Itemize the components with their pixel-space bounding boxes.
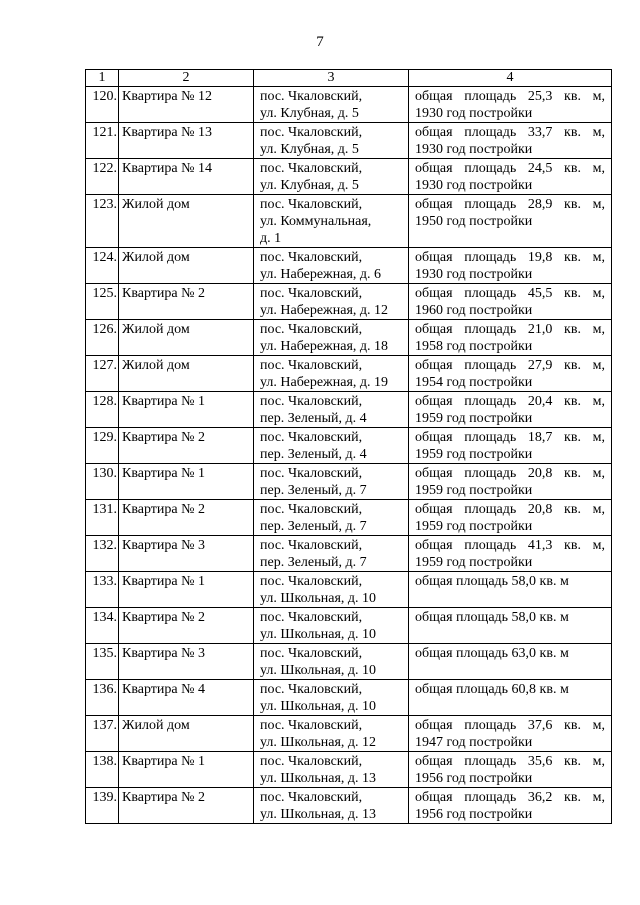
- object-description: [409, 572, 612, 608]
- table-header: [86, 70, 612, 87]
- address-line: пос. Чкаловский,: [260, 646, 363, 661]
- address-line: пос. Чкаловский,: [260, 682, 363, 697]
- object-name: Квартира № 2: [119, 284, 254, 320]
- address-line: пос. Чкаловский,: [260, 89, 363, 104]
- description-line: общая площадь 33,7 кв. м,: [415, 125, 605, 140]
- object-address: [254, 428, 409, 464]
- address-line: пос. Чкаловский,: [260, 358, 363, 373]
- address-line: д. 1: [260, 231, 282, 246]
- description-line: общая площадь 19,8 кв. м,: [415, 250, 605, 265]
- description-line: общая площадь 20,4 кв. м,: [415, 394, 605, 409]
- address-line: ул. Коммунальная,: [260, 214, 372, 229]
- row-number: 129.: [86, 428, 119, 464]
- description-line: 1959 год постройки: [415, 555, 533, 570]
- object-address: [254, 536, 409, 572]
- object-name: Квартира № 2: [119, 500, 254, 536]
- object-address: [254, 572, 409, 608]
- description-line: 1959 год постройки: [415, 519, 533, 534]
- address-line: ул. Школьная, д. 10: [260, 663, 377, 678]
- address-line: ул. Клубная, д. 5: [260, 106, 359, 121]
- description-line: общая площадь 27,9 кв. м,: [415, 358, 605, 373]
- object-address: [254, 500, 409, 536]
- table-row: [86, 248, 612, 284]
- description-line: 1956 год постройки: [415, 771, 533, 786]
- header-row: [86, 70, 612, 87]
- table-row: [86, 500, 612, 536]
- description-line: 1947 год постройки: [415, 735, 533, 750]
- object-description: [409, 248, 612, 284]
- address-line: ул. Набережная, д. 18: [260, 339, 389, 354]
- description-line: 1960 год постройки: [415, 303, 533, 318]
- address-line: пос. Чкаловский,: [260, 574, 363, 589]
- address-line: пос. Чкаловский,: [260, 502, 363, 517]
- row-number: 138.: [86, 752, 119, 788]
- description-line: общая площадь 36,2 кв. м,: [415, 790, 605, 805]
- address-line: пер. Зеленый, д. 7: [260, 555, 367, 570]
- object-address: [254, 788, 409, 824]
- row-number: 132.: [86, 536, 119, 572]
- description-line: общая площадь 20,8 кв. м,: [415, 466, 605, 481]
- object-description: [409, 320, 612, 356]
- row-number: 120.: [86, 87, 119, 123]
- address-line: ул. Школьная, д. 10: [260, 699, 377, 714]
- object-description: [409, 680, 612, 716]
- object-address: [254, 123, 409, 159]
- object-name: Квартира № 3: [119, 644, 254, 680]
- description-line: 1959 год постройки: [415, 411, 533, 426]
- address-line: пос. Чкаловский,: [260, 250, 363, 265]
- table-row: [86, 392, 612, 428]
- table-row: [86, 464, 612, 500]
- object-name: Квартира № 1: [119, 752, 254, 788]
- address-line: ул. Клубная, д. 5: [260, 142, 359, 157]
- object-description: [409, 392, 612, 428]
- description-line: общая площадь 35,6 кв. м,: [415, 754, 605, 769]
- description-line: общая площадь 37,6 кв. м,: [415, 718, 605, 733]
- object-address: [254, 644, 409, 680]
- description-line: общая площадь 18,7 кв. м,: [415, 430, 605, 445]
- object-address: [254, 680, 409, 716]
- table-body: [86, 87, 612, 824]
- column-header-4: 4: [409, 70, 612, 87]
- page-number: 7: [316, 34, 324, 50]
- object-description: [409, 464, 612, 500]
- row-number: 139.: [86, 788, 119, 824]
- property-table: [85, 69, 612, 824]
- address-line: пер. Зеленый, д. 7: [260, 483, 367, 498]
- object-address: [254, 752, 409, 788]
- description-line: общая площадь 63,0 кв. м: [415, 646, 569, 661]
- description-line: общая площадь 28,9 кв. м,: [415, 197, 605, 212]
- object-name: Жилой дом: [119, 356, 254, 392]
- description-line: 1930 год постройки: [415, 178, 533, 193]
- object-description: [409, 716, 612, 752]
- object-description: [409, 195, 612, 248]
- object-address: [254, 392, 409, 428]
- object-name: Квартира № 2: [119, 788, 254, 824]
- object-description: [409, 284, 612, 320]
- address-line: пос. Чкаловский,: [260, 538, 363, 553]
- address-line: пос. Чкаловский,: [260, 466, 363, 481]
- row-number: 127.: [86, 356, 119, 392]
- object-description: [409, 428, 612, 464]
- address-line: пос. Чкаловский,: [260, 790, 363, 805]
- row-number: 123.: [86, 195, 119, 248]
- object-address: [254, 320, 409, 356]
- address-line: пос. Чкаловский,: [260, 754, 363, 769]
- object-name: Квартира № 12: [119, 87, 254, 123]
- table-row: [86, 536, 612, 572]
- table-row: [86, 752, 612, 788]
- object-name: Жилой дом: [119, 716, 254, 752]
- table-row: [86, 428, 612, 464]
- address-line: ул. Набережная, д. 6: [260, 267, 382, 282]
- address-line: пер. Зеленый, д. 4: [260, 447, 367, 462]
- address-line: пос. Чкаловский,: [260, 197, 363, 212]
- address-line: ул. Школьная, д. 13: [260, 771, 377, 786]
- object-name: Квартира № 1: [119, 464, 254, 500]
- description-line: общая площадь 60,8 кв. м: [415, 682, 569, 697]
- description-line: 1930 год постройки: [415, 106, 533, 121]
- object-address: [254, 464, 409, 500]
- object-name: Квартира № 14: [119, 159, 254, 195]
- object-address: [254, 716, 409, 752]
- description-line: 1956 год постройки: [415, 807, 533, 822]
- table-row: [86, 716, 612, 752]
- row-number: 135.: [86, 644, 119, 680]
- description-line: общая площадь 21,0 кв. м,: [415, 322, 605, 337]
- row-number: 124.: [86, 248, 119, 284]
- description-line: общая площадь 20,8 кв. м,: [415, 502, 605, 517]
- table-row: [86, 788, 612, 824]
- table-row: [86, 608, 612, 644]
- object-name: Квартира № 1: [119, 572, 254, 608]
- description-line: общая площадь 45,5 кв. м,: [415, 286, 605, 301]
- table-row: [86, 87, 612, 123]
- address-line: пос. Чкаловский,: [260, 430, 363, 445]
- column-header-1: 1: [86, 70, 119, 87]
- object-address: [254, 159, 409, 195]
- description-line: общая площадь 24,5 кв. м,: [415, 161, 605, 176]
- object-description: [409, 123, 612, 159]
- object-description: [409, 608, 612, 644]
- address-line: ул. Школьная, д. 12: [260, 735, 377, 750]
- table-row: [86, 644, 612, 680]
- object-name: Жилой дом: [119, 195, 254, 248]
- address-line: пер. Зеленый, д. 7: [260, 519, 367, 534]
- address-line: ул. Школьная, д. 10: [260, 591, 377, 606]
- description-line: общая площадь 58,0 кв. м: [415, 574, 569, 589]
- row-number: 130.: [86, 464, 119, 500]
- table-row: [86, 195, 612, 248]
- object-description: [409, 500, 612, 536]
- object-description: [409, 159, 612, 195]
- table-row: [86, 284, 612, 320]
- description-line: общая площадь 41,3 кв. м,: [415, 538, 605, 553]
- address-line: ул. Набережная, д. 19: [260, 375, 389, 390]
- table-row: [86, 680, 612, 716]
- object-address: [254, 195, 409, 248]
- object-name: Квартира № 3: [119, 536, 254, 572]
- address-line: пос. Чкаловский,: [260, 394, 363, 409]
- address-line: пос. Чкаловский,: [260, 161, 363, 176]
- object-name: Квартира № 13: [119, 123, 254, 159]
- row-number: 122.: [86, 159, 119, 195]
- description-line: 1954 год постройки: [415, 375, 533, 390]
- object-name: Квартира № 4: [119, 680, 254, 716]
- address-line: ул. Школьная, д. 13: [260, 807, 377, 822]
- object-address: [254, 356, 409, 392]
- table-row: [86, 356, 612, 392]
- address-line: пос. Чкаловский,: [260, 125, 363, 140]
- object-name: Жилой дом: [119, 248, 254, 284]
- description-line: 1930 год постройки: [415, 267, 533, 282]
- description-line: 1958 год постройки: [415, 339, 533, 354]
- description-line: 1950 год постройки: [415, 214, 533, 229]
- description-line: 1930 год постройки: [415, 142, 533, 157]
- column-header-2: 2: [119, 70, 254, 87]
- address-line: пер. Зеленый, д. 4: [260, 411, 367, 426]
- table-row: [86, 572, 612, 608]
- object-description: [409, 788, 612, 824]
- table-row: [86, 123, 612, 159]
- object-description: [409, 356, 612, 392]
- description-line: общая площадь 25,3 кв. м,: [415, 89, 605, 104]
- object-name: Жилой дом: [119, 320, 254, 356]
- row-number: 121.: [86, 123, 119, 159]
- description-line: общая площадь 58,0 кв. м: [415, 610, 569, 625]
- row-number: 125.: [86, 284, 119, 320]
- table-row: [86, 159, 612, 195]
- address-line: ул. Школьная, д. 10: [260, 627, 377, 642]
- table-row: [86, 320, 612, 356]
- row-number: 126.: [86, 320, 119, 356]
- row-number: 134.: [86, 608, 119, 644]
- address-line: пос. Чкаловский,: [260, 718, 363, 733]
- object-address: [254, 248, 409, 284]
- address-line: ул. Клубная, д. 5: [260, 178, 359, 193]
- row-number: 137.: [86, 716, 119, 752]
- address-line: ул. Набережная, д. 12: [260, 303, 389, 318]
- object-address: [254, 608, 409, 644]
- object-address: [254, 87, 409, 123]
- row-number: 136.: [86, 680, 119, 716]
- address-line: пос. Чкаловский,: [260, 286, 363, 301]
- description-line: 1959 год постройки: [415, 483, 533, 498]
- object-description: [409, 87, 612, 123]
- object-description: [409, 752, 612, 788]
- object-address: [254, 284, 409, 320]
- object-name: Квартира № 2: [119, 608, 254, 644]
- row-number: 128.: [86, 392, 119, 428]
- address-line: пос. Чкаловский,: [260, 322, 363, 337]
- object-description: [409, 644, 612, 680]
- object-name: Квартира № 1: [119, 392, 254, 428]
- object-name: Квартира № 2: [119, 428, 254, 464]
- address-line: пос. Чкаловский,: [260, 610, 363, 625]
- row-number: 133.: [86, 572, 119, 608]
- object-description: [409, 536, 612, 572]
- column-header-3: 3: [254, 70, 409, 87]
- row-number: 131.: [86, 500, 119, 536]
- description-line: 1959 год постройки: [415, 447, 533, 462]
